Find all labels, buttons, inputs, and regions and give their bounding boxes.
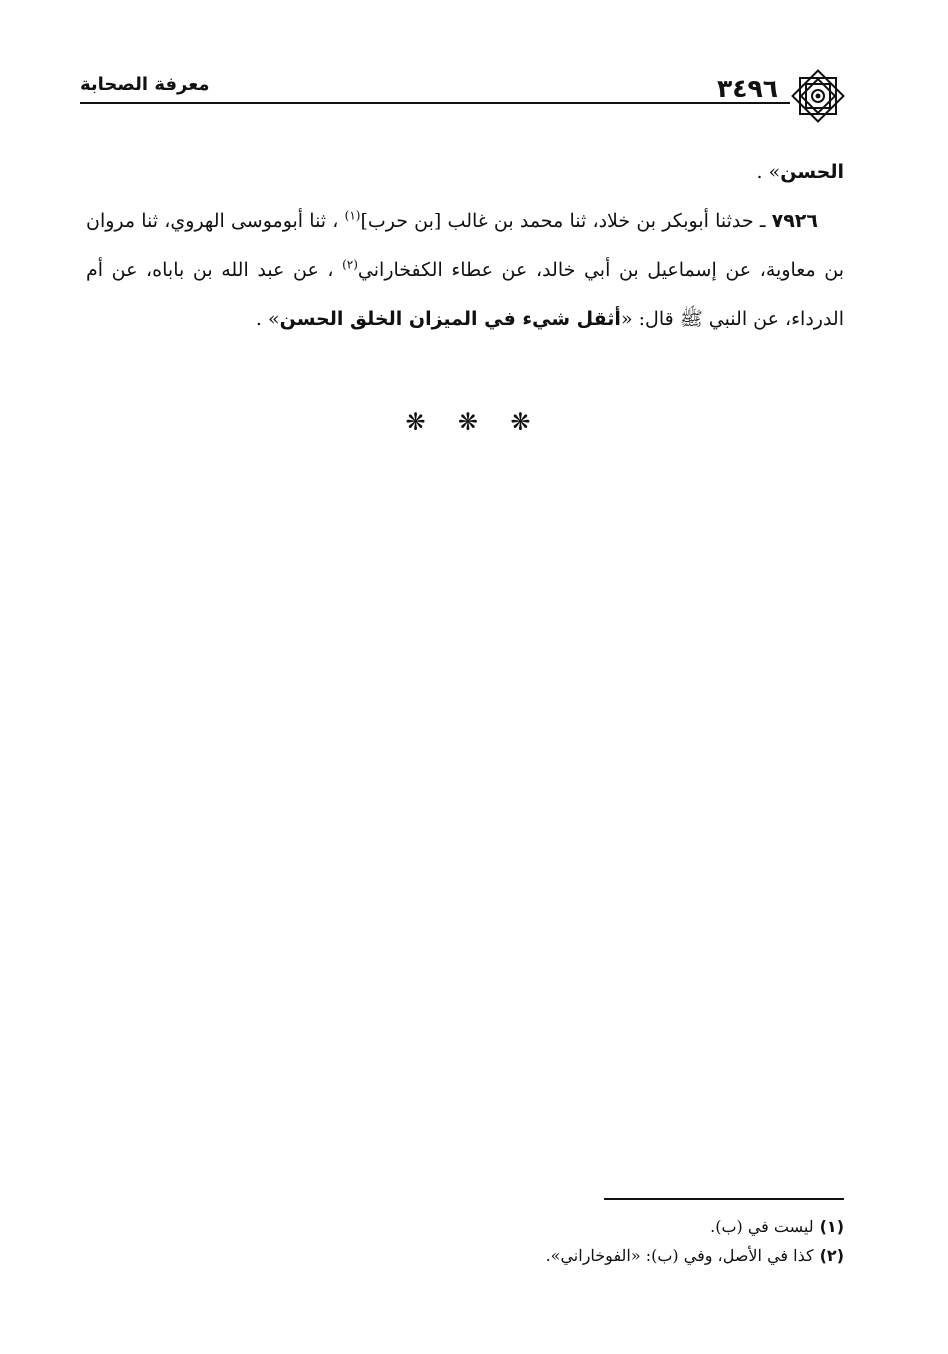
- hadith-entry: [86, 197, 844, 344]
- book-title: معرفة الصحابة: [80, 74, 210, 95]
- hadith-text: أثقل شيء في الميزان الخلق الحسن: [279, 308, 621, 330]
- footnote-marker-1: (١): [344, 208, 361, 223]
- carryover-paragraph: [86, 148, 844, 197]
- star-ornament-icon: [788, 66, 848, 126]
- footnote-text: ليست في (ب).: [710, 1217, 814, 1236]
- carryover-end: » .: [756, 161, 781, 183]
- footnote-marker-2: (٢): [342, 257, 358, 272]
- entry-end: » .: [255, 308, 280, 330]
- entry-number: ٧٩٢٦: [771, 210, 818, 232]
- carryover-text: الحسن: [780, 161, 844, 183]
- footnote-number: (١): [819, 1217, 844, 1236]
- entry-text-3: ، عن عبد الله بن باباه، عن أم الدرداء، عن النبي ﷺ قال: «: [86, 259, 844, 330]
- header-rule: [80, 102, 790, 104]
- main-text: [86, 148, 844, 344]
- footnote-number: (٢): [819, 1246, 844, 1265]
- section-separator: ❋ ❋ ❋: [405, 408, 543, 436]
- footnotes: [86, 1212, 844, 1270]
- footnote-item: [86, 1212, 844, 1241]
- entry-text-2: ، ثنا أبوموسى الهروي، ثنا مروان بن معاوية، عن إسماعيل بن أبي خالد، عن عطاء الكفخاراني: [86, 210, 844, 281]
- entry-text-1: ـ حدثنا أبوبكر بن خلاد، ثنا محمد بن غالب [بن حرب]: [360, 210, 772, 232]
- footnote-text: كذا في الأصل، وفي (ب): «الفوخاراني».: [545, 1246, 814, 1265]
- page-number: ٣٤٩٦: [716, 74, 778, 103]
- footnote-item: [86, 1241, 844, 1270]
- footnote-rule: [604, 1198, 844, 1200]
- running-header: [80, 66, 848, 126]
